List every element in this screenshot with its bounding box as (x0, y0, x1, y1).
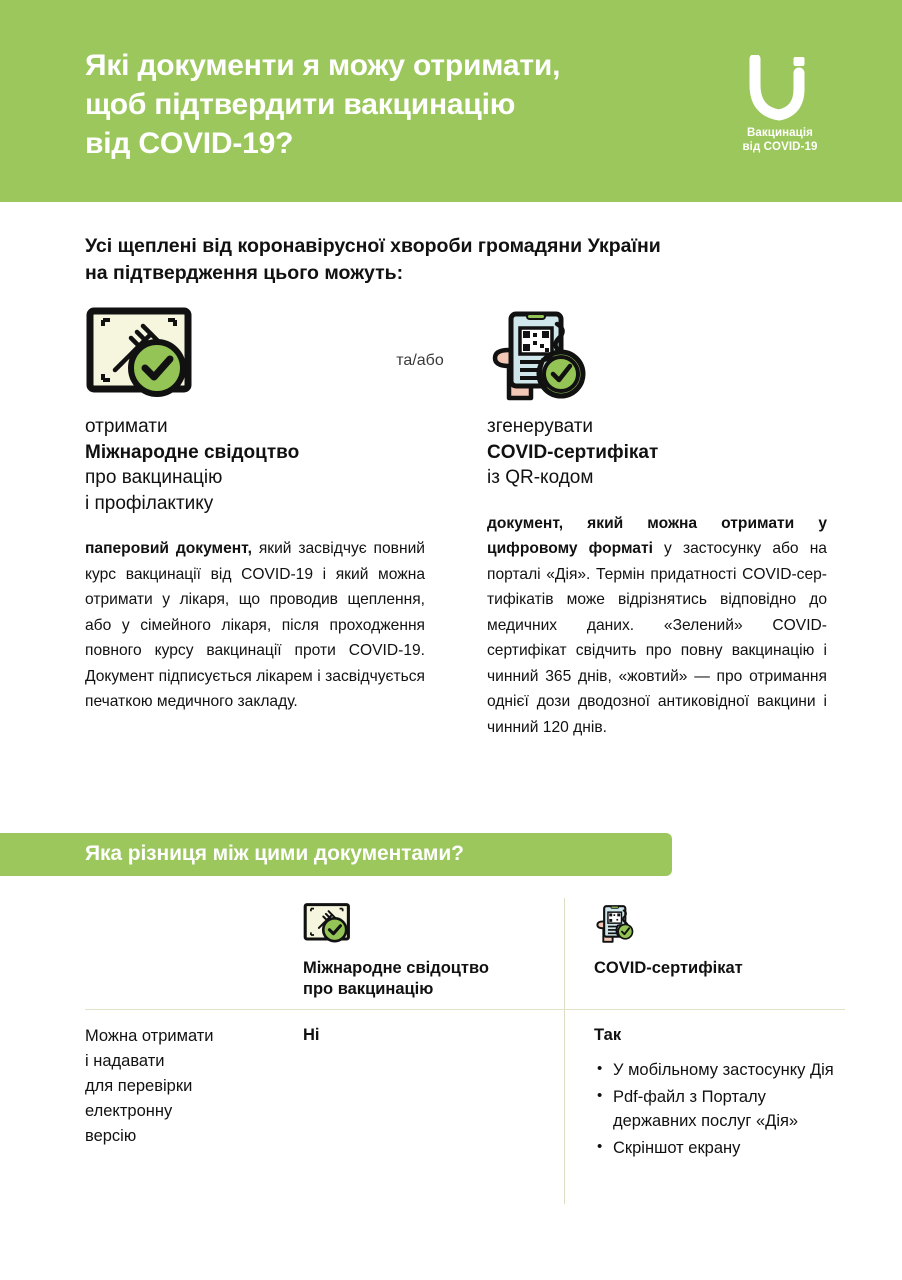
list-item: • Pdf-файл з Порталу державних послуг «Дія» (594, 1085, 849, 1134)
table-cell-covid-certificate (594, 1024, 849, 1162)
option-body-left-rest: який засвідчує повний курс вакцинації від COVID-19 і який можна отримати у лікаря, що проводив щеплення, або у сімейного лікаря, після проходження повного курсу вакцинації проти COVID-19. Документ підписується лікарем і засвідчується печаткою медичного закладу. (85, 540, 425, 710)
table-row-label-line-3: для перевірки (85, 1077, 193, 1095)
comparison-section-title: Яка різниця між цими документами? (85, 842, 464, 865)
connector-label: та/або (396, 352, 444, 369)
table-cell-answer-covid-certificate: Так (594, 1026, 622, 1044)
phone-qr-certificate-icon (487, 306, 591, 406)
brand-logo (720, 55, 840, 154)
brand-logo-caption (720, 126, 840, 154)
vaccination-certificate-icon (85, 306, 203, 404)
table-column-header-label-2 (594, 958, 844, 979)
option-body-right (487, 511, 827, 741)
option-icon-slot-right (487, 306, 827, 414)
brand-logo-caption-line-2: від COVID-19 (742, 141, 818, 153)
comparison-section-band (0, 833, 672, 876)
table-header-icon-slot-1 (303, 900, 553, 958)
option-subtitle-left-1: про вакцинацію (85, 467, 223, 488)
vaccination-certificate-icon (303, 900, 355, 948)
intro-heading-line-2: на підтвердження цього можуть: (85, 262, 404, 284)
intro-heading-line-1: Усі щеплені від коронавірусної хвороби громадяни України (85, 235, 661, 257)
option-body-right-rest: у застосунку або на порталі «Дія». Термін придатності COVID-сертифікатів може відрізнятись відповідно до медичних даних. «Зелений» COVID-сертифікат свідчить про повну вакцинацію і чинний 365 днів, «жовтий» — про отримання однієї дози дводозної антиковідної вакцини і чинний 120 днів. (487, 540, 827, 736)
table-header-icon-slot-2 (594, 900, 844, 958)
table-row-label-line-5: версію (85, 1127, 137, 1145)
table-row-label-line-1: Можна отримати (85, 1027, 214, 1045)
option-body-left (85, 536, 425, 715)
page-header-band (0, 0, 902, 202)
option-lead-right (487, 414, 827, 491)
check-v-logo-icon (749, 55, 811, 121)
brand-logo-caption-line-1: Вакцинація (747, 127, 813, 139)
page-title-line-1: Які документи я можу отримати, (85, 49, 561, 82)
option-body-right-bold: документ, який можна отримати у цифровому форматі (487, 514, 827, 557)
list-item: • У мобільному застосунку Дія (594, 1058, 849, 1083)
option-verb-right: згенерувати (487, 416, 594, 437)
intro-heading (85, 233, 825, 287)
table-row-label (85, 1024, 285, 1149)
option-card-covid-certificate (487, 306, 827, 756)
table-cell-certificate (303, 1024, 553, 1046)
table-cell-answer-certificate: Ні (303, 1026, 320, 1044)
list-item: • Скріншот екрану (594, 1136, 849, 1161)
table-row-label-line-2: і надавати (85, 1052, 165, 1070)
phone-qr-certificate-icon (594, 900, 638, 948)
table-column-header-label-1-line-2: про вакцинацію (303, 980, 434, 998)
table-column-header-label-2-line-1: COVID-сертифікат (594, 959, 743, 977)
table-vertical-divider (564, 898, 565, 1204)
page-title (85, 46, 725, 163)
option-lead-left (85, 414, 425, 516)
option-subtitle-left-2: і профілактику (85, 492, 214, 514)
option-body-left-bold: паперовий документ, (85, 540, 252, 557)
table-horizontal-divider (85, 1009, 845, 1010)
table-column-header-label-1 (303, 958, 553, 1000)
table-row-label-line-4: електронну (85, 1102, 173, 1120)
page-title-line-3: від COVID-19? (85, 127, 294, 160)
option-title-right: COVID-сертифікат (487, 441, 659, 463)
table-column-header-certificate (303, 900, 553, 1000)
page-title-line-2: щоб підтвердити вакцинацію (85, 88, 516, 121)
table-cell-list (594, 1058, 849, 1160)
table-column-header-covid-certificate (594, 900, 844, 979)
table-column-header-label-1-line-1: Міжнародне свідоцтво (303, 959, 489, 977)
option-title-left: Міжнародне свідоцтво (85, 441, 300, 463)
option-subtitle-right-1: із QR-кодом (487, 467, 594, 488)
option-verb-left: отримати (85, 416, 168, 437)
